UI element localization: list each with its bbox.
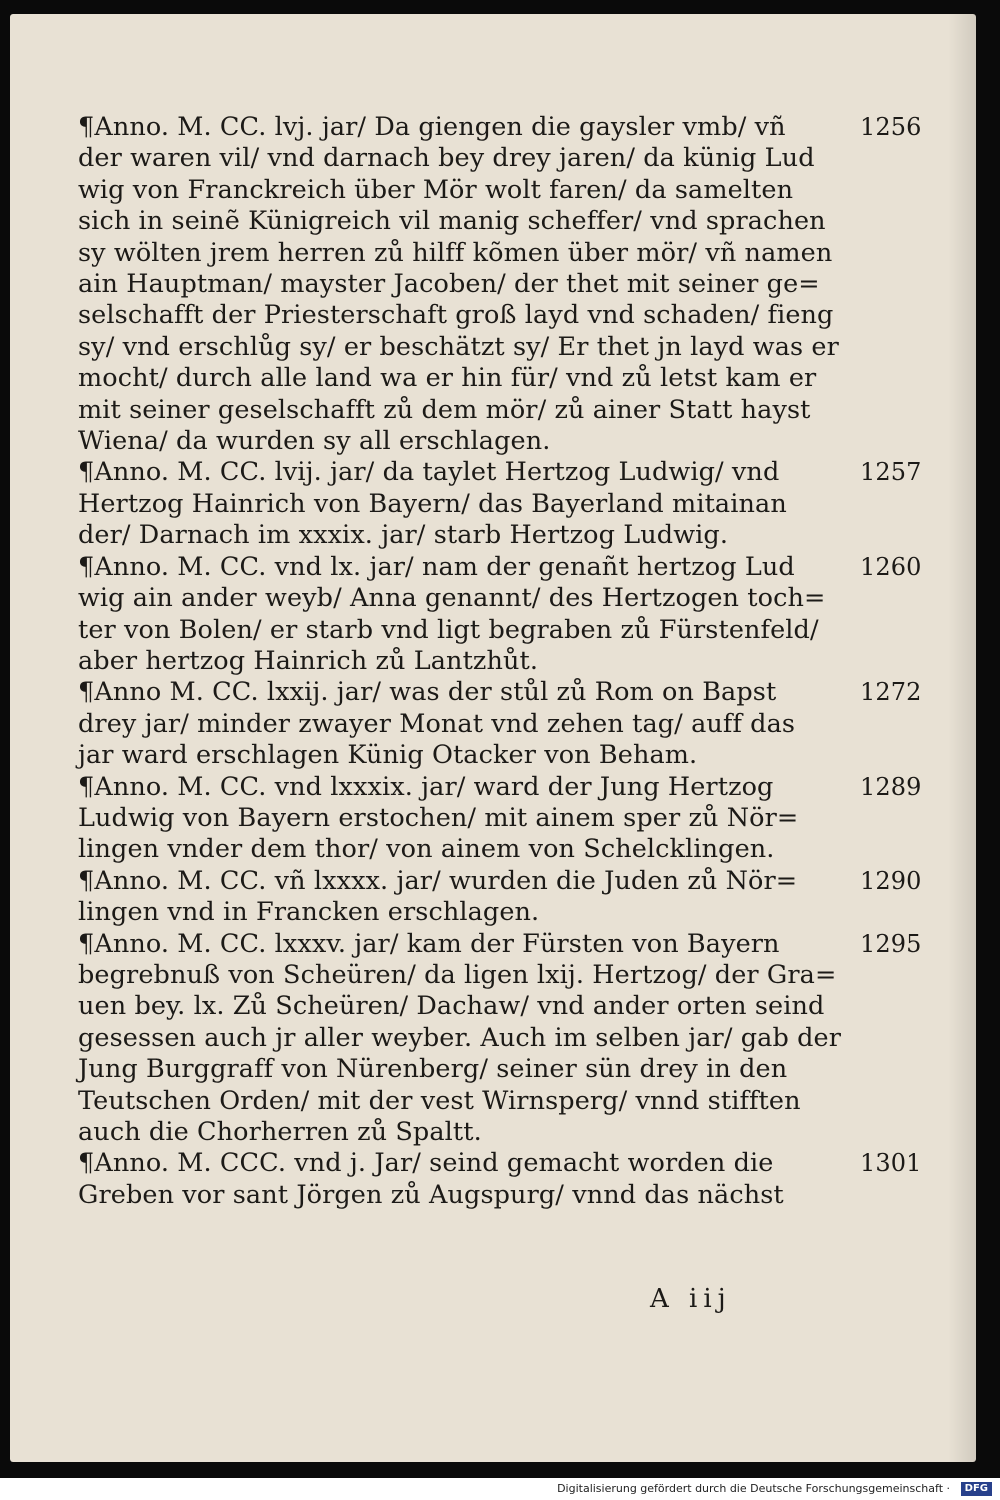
text-line: ¶Anno. M. CC. lvj. jar/ Da giengen die gaysler vmb/ vñ <box>78 112 786 142</box>
text-line: ¶Anno. M. CCC. vnd j. Jar/ seind gemacht worden die <box>78 1148 774 1179</box>
text-line: selschafft der Priesterschaft groß layd vnd schaden/ fieng <box>78 300 834 331</box>
chronicle-entry <box>78 771 922 866</box>
text-line: sich in seinẽ Künigreich vil manig scheffer/ vnd sprachen <box>78 206 826 237</box>
text-line: mocht/ durch alle land wa er hin für/ vnd zů letst kam er <box>78 363 817 394</box>
chronicle-entry <box>78 551 922 678</box>
text-line: ¶Anno. M. CC. lvij. jar/ da taylet Hertzog Ludwig/ vnd <box>78 457 780 488</box>
text-line: lingen vnder dem thor/ von ainem von Schelcklingen. <box>78 834 775 865</box>
chronicle-entry <box>78 112 922 457</box>
text-line: begrebnuß von Scheüren/ da ligen lxij. Hertzog/ der Gra= <box>78 959 837 990</box>
text-line: lingen vnd in Francken erschlagen. <box>78 897 540 928</box>
margin-year: 1260 <box>860 552 922 581</box>
chronicle-entry <box>78 677 922 771</box>
text-line: drey jar/ minder zwayer Monat vnd zehen tag/ auff das <box>78 708 796 739</box>
margin-year: 1256 <box>860 113 922 141</box>
text-line: wig von Franckreich über Mör wolt faren/ da samelten <box>78 174 794 205</box>
text-line: sy/ vnd erschlůg sy/ er beschätzt sy/ Er thet jn layd was er <box>78 331 839 362</box>
footer-credit: Digitalisierung gefördert durch die Deutsche Forschungsgemeinschaft · <box>557 1482 950 1495</box>
margin-year: 1272 <box>860 678 922 707</box>
chronicle-entry <box>78 457 922 551</box>
text-line: jar ward erschlagen Künig Otacker von Beham. <box>78 740 698 771</box>
text-line: ¶Anno M. CC. lxxij. jar/ was der stůl zů Rom on Bapst <box>78 677 777 708</box>
text-line: Wiena/ da wurden sy all erschlagen. <box>78 426 551 457</box>
text-line: der/ Darnach im xxxix. jar/ starb Hertzog Ludwig. <box>78 520 729 551</box>
margin-year: 1301 <box>860 1149 922 1178</box>
text-line: der waren vil/ vnd darnach bey drey jaren/ da künig Lud <box>78 143 815 174</box>
page-text <box>78 112 922 1211</box>
text-line: ter von Bolen/ er starb vnd ligt begraben zů Fürstenfeld/ <box>78 614 819 645</box>
margin-year: 1289 <box>860 772 922 801</box>
text-line: Jung Burggraff von Nürenberg/ seiner sün drey in den <box>78 1054 788 1085</box>
page-fold-shadow <box>948 14 976 1462</box>
chronicle-entry <box>78 928 922 1149</box>
footer-bar <box>0 1478 1000 1500</box>
margin-year: 1295 <box>860 929 922 958</box>
text-line: auch die Chorherren zů Spaltt. <box>78 1117 482 1147</box>
margin-year: 1257 <box>860 458 922 487</box>
text-line: ain Hauptman/ mayster Jacoben/ der thet mit seiner ge= <box>78 269 820 300</box>
text-line: sy wölten jrem herren zů hilff kõmen über mör/ vñ namen <box>78 237 833 268</box>
text-line: Hertzog Hainrich von Bayern/ das Bayerland mitainan <box>78 488 787 519</box>
text-line: ¶Anno. M. CC. vñ lxxxx. jar/ wurden die Juden zů Nör= <box>78 865 798 896</box>
signature-mark: A iij <box>650 1284 732 1314</box>
chronicle-entry <box>78 1148 922 1211</box>
text-line: wig ain ander weyb/ Anna genannt/ des Hertzogen toch= <box>78 583 826 614</box>
dfg-logo: DFG <box>961 1482 992 1496</box>
text-line: aber hertzog Hainrich zů Lantzhůt. <box>78 645 539 676</box>
text-line: uen bey. lx. Zů Scheüren/ Dachaw/ vnd ander orten seind <box>78 991 825 1022</box>
chronicle-entry <box>78 865 922 929</box>
text-line: ¶Anno. M. CC. lxxxv. jar/ kam der Fürsten von Bayern <box>78 928 780 959</box>
text-line: Ludwig von Bayern erstochen/ mit ainem sper zů Nör= <box>78 802 799 833</box>
text-line: gesessen auch jr aller weyber. Auch im selben jar/ gab der <box>78 1022 841 1053</box>
text-line: Teutschen Orden/ mit der vest Wirnsperg/ vnnd stifften <box>78 1085 801 1116</box>
text-line: mit seiner geselschafft zů dem mör/ zů ainer Statt hayst <box>78 394 811 425</box>
margin-year: 1290 <box>860 866 922 895</box>
text-line: ¶Anno. M. CC. vnd lxxxix. jar/ ward der Jung Hertzog <box>78 771 774 802</box>
text-line: ¶Anno. M. CC. vnd lx. jar/ nam der genañt hertzog Lud <box>78 551 795 582</box>
text-line: Greben vor sant Jörgen zů Augspurg/ vnnd das nächst <box>78 1179 784 1210</box>
